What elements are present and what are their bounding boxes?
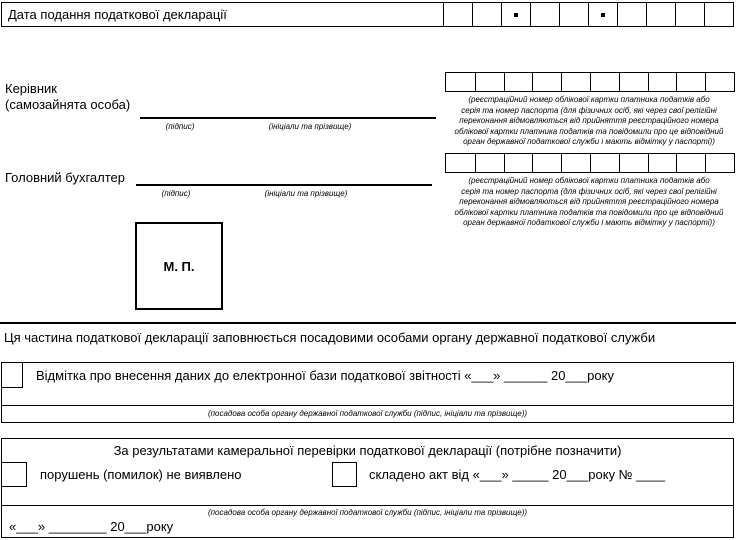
tax-id-note-line: облікової картки платника податків та повідомили про це відповідний: [454, 126, 724, 136]
stamp-box: [135, 222, 223, 310]
audit-result-box: [1, 438, 734, 538]
tax-id-note-line: орган державної податкової служби і мають відмітку у паспорті)): [463, 218, 715, 227]
tax-id-cell[interactable]: [705, 73, 734, 91]
tax-id-cell[interactable]: [446, 154, 475, 172]
leader-name-caption: (ініціали та прізвище): [268, 122, 352, 131]
tax-id-note-line: серія та номер паспорта (для фізичних осіб, які через свої релігійні: [461, 186, 717, 196]
tax-id-cell[interactable]: [475, 73, 504, 91]
date-separator-dot: [601, 13, 605, 17]
date-cell-year-1[interactable]: [617, 3, 646, 26]
audit-caption-divider: [2, 505, 733, 506]
tax-id-cell[interactable]: [504, 154, 533, 172]
tax-id-cell[interactable]: [561, 154, 590, 172]
tax-id-cell[interactable]: [705, 154, 734, 172]
date-cell-year-4[interactable]: [704, 3, 733, 26]
date-cell-month-1[interactable]: [530, 3, 559, 26]
tax-id-cell[interactable]: [532, 154, 561, 172]
audit-options-row: [2, 462, 733, 494]
date-cell-year-3[interactable]: [675, 3, 704, 26]
tax-id-cell[interactable]: [590, 154, 619, 172]
tax-id-cell[interactable]: [676, 73, 705, 91]
tax-id-cell[interactable]: [619, 154, 648, 172]
tax-id-cell[interactable]: [446, 73, 475, 91]
date-cell-day-2[interactable]: [472, 3, 501, 26]
date-separator-cell: [501, 3, 530, 26]
leader-tax-id-row: [445, 72, 735, 92]
tax-id-cell[interactable]: [648, 154, 677, 172]
tax-id-cell[interactable]: [504, 73, 533, 91]
accountant-tax-id-row: [445, 153, 735, 173]
leader-signature-line: [140, 98, 436, 119]
submission-date-label: Дата подання податкової декларації: [8, 7, 227, 22]
officials-section-header: Ця частина податкової декларації заповнюється посадовими особами органу державної податкової служби: [4, 330, 656, 345]
database-entry-text: Відмітка про внесення даних до електронної бази податкової звітності «___» ______ 20___року: [36, 368, 614, 383]
accountant-label: Головний бухгалтер: [5, 170, 125, 185]
date-separator-dot: [514, 13, 518, 17]
date-cell-month-2[interactable]: [559, 3, 588, 26]
tax-id-note-line: орган державної податкової служби і мають відмітку у паспорті)): [463, 137, 715, 146]
date-cell-day-1[interactable]: [443, 3, 472, 26]
tax-id-note-line: (реєстраційний номер облікової картки платника податків або: [468, 176, 710, 185]
leader-label-line2: (самозайнята особа): [5, 97, 131, 112]
tax-id-cell[interactable]: [561, 73, 590, 91]
stamp-label: М. П.: [163, 258, 195, 274]
submission-date-row: [1, 2, 734, 27]
audit-title: За результатами камеральної перевірки податкової декларації (потрібне позначити): [113, 443, 622, 458]
tax-id-note-line: переконання відмовляються від прийняття реєстраційного номера: [459, 197, 719, 206]
leader-tax-id-note: [443, 95, 735, 148]
leader-signature-caption: (підпис): [165, 122, 195, 131]
database-entry-row: [2, 363, 733, 405]
database-entry-official-caption: (посадова особа органу державної податкової служби (підпис, ініціали та прізвище)): [2, 405, 733, 422]
database-entry-checkbox[interactable]: [2, 363, 23, 388]
tax-id-note-line: серія та номер паспорта (для фізичних осіб, які через свої релігійні: [461, 105, 717, 115]
tax-id-cell[interactable]: [590, 73, 619, 91]
date-separator-cell: [588, 3, 617, 26]
leader-label: [5, 81, 130, 113]
no-violations-label: порушень (помилок) не виявлено: [40, 467, 242, 482]
act-drawn-label: складено акт від «___» _____ 20___року № ____: [369, 467, 666, 482]
act-drawn-checkbox[interactable]: [332, 462, 357, 487]
tax-id-cell[interactable]: [676, 154, 705, 172]
tax-id-note-line: переконання відмовляються від прийняття реєстраційного номера: [459, 116, 719, 125]
accountant-signature-line: [136, 165, 432, 186]
tax-id-cell[interactable]: [619, 73, 648, 91]
accountant-signature-caption: (підпис): [161, 189, 191, 198]
tax-id-note-line: облікової картки платника податків та повідомили про це відповідний: [454, 207, 724, 217]
audit-date-line: «___» ________ 20___року: [9, 519, 174, 534]
database-entry-box: [1, 362, 734, 423]
accountant-tax-id-note: [443, 176, 735, 229]
tax-id-cell[interactable]: [475, 154, 504, 172]
tax-id-cell[interactable]: [532, 73, 561, 91]
tax-id-cell[interactable]: [648, 73, 677, 91]
no-violations-checkbox[interactable]: [2, 462, 27, 487]
accountant-name-caption: (ініціали та прізвище): [264, 189, 348, 198]
date-cell-year-2[interactable]: [646, 3, 675, 26]
section-divider: [0, 322, 736, 324]
tax-id-note-line: (реєстраційний номер облікової картки платника податків або: [468, 95, 710, 104]
audit-official-caption: (посадова особа органу державної податкової служби (підпис, ініціали та прізвище)): [207, 508, 528, 517]
leader-label-line1: Керівник: [5, 81, 57, 96]
